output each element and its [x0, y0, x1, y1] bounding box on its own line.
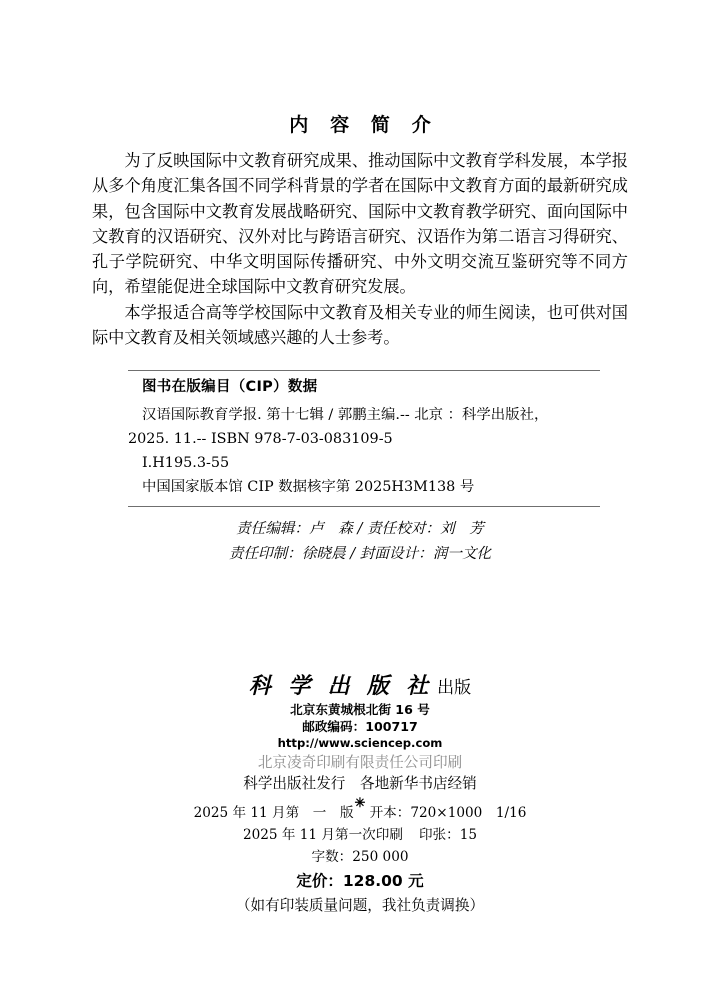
cip-title-line: 汉语国际教育学报. 第十七辑 / 郭鹏主编.-- 北京 ：科学出版社，	[142, 407, 549, 423]
distribution-line: 科学出版社发行 各地新华书店经销	[243, 775, 477, 792]
cip-block	[128, 375, 608, 499]
cip-rule-top	[128, 370, 600, 371]
cip-isbn-line: 2025. 11.-- ISBN 978-7-03-083109-5	[128, 431, 393, 447]
credits-editor-line: 责任编辑：卢 森 / 责任校对：刘 芳	[236, 520, 484, 537]
spec-row-print	[0, 824, 720, 846]
price-label: 定价：128.00 元	[296, 872, 424, 890]
cip-classification-line: Ⅰ.H195.3-55	[142, 455, 230, 471]
abstract-paragraph-2: 本学报适合高等学校国际中文教育及相关专业的师生阅读，也可供对国际中文教育及相关领域感兴趣的人士参考。	[92, 302, 628, 348]
publisher-url[interactable]: http://www.sciencep.com	[277, 736, 443, 750]
cip-rule-bottom	[128, 506, 600, 507]
abstract-block	[92, 148, 628, 350]
printer-name: 北京凌奇印刷有限责任公司印刷	[257, 754, 463, 771]
spec-word-count: 字数：250 000	[311, 849, 409, 865]
abstract-paragraph-1: 为了反映国际中文教育研究成果、推动国际中文教育学科发展，本学报从多个角度汇集各国不同学科背景的学者在国际中文教育方面的最新研究成果，包含国际中文教育发展战略研究、国际中文教育教学研究、面向国际中文教育的汉语研究、汉外对比与跨语言研究、汉语作为第二语言习得研究、孔子学院研究、中华文明国际传播研究、中外文明交流互鉴研究等不同方向，希望能促进全球国际中文教育研究发展。	[92, 151, 628, 297]
spec-edition-date: 2025 年 11 月第 一 版	[193, 805, 354, 821]
spec-row-edition	[0, 802, 720, 824]
credits-block	[0, 516, 720, 566]
publisher-suffix: 出版	[437, 678, 472, 698]
page-title: 内 容 简 介	[289, 114, 439, 136]
cip-catalog-line: 中国国家版本馆 CIP 数据核字第 2025H3M138 号	[142, 479, 475, 495]
spec-print-date: 2025 年 11 月第一次印刷	[242, 827, 403, 843]
cip-heading: 图书在版编目（CIP）数据	[142, 379, 318, 395]
publisher-address: 北京东黄城根北街 16 号	[290, 702, 430, 717]
credits-production-line: 责任印制：徐晓晨 / 封面设计：润一文化	[228, 545, 492, 562]
publisher-line	[0, 672, 720, 702]
specs-block	[0, 802, 720, 918]
publisher-logo: 科 学 出 版 社	[248, 673, 434, 699]
spec-format: 开本：720×1000 1/16	[369, 805, 527, 821]
spec-sheets: 印张：15	[418, 827, 478, 843]
quality-note: （如有印装质量问题，我社负责调换）	[235, 897, 485, 914]
colophon-block	[0, 672, 720, 813]
publisher-postcode: 邮政编码：100717	[302, 718, 418, 734]
asterisk-separator: ✳	[354, 796, 366, 811]
